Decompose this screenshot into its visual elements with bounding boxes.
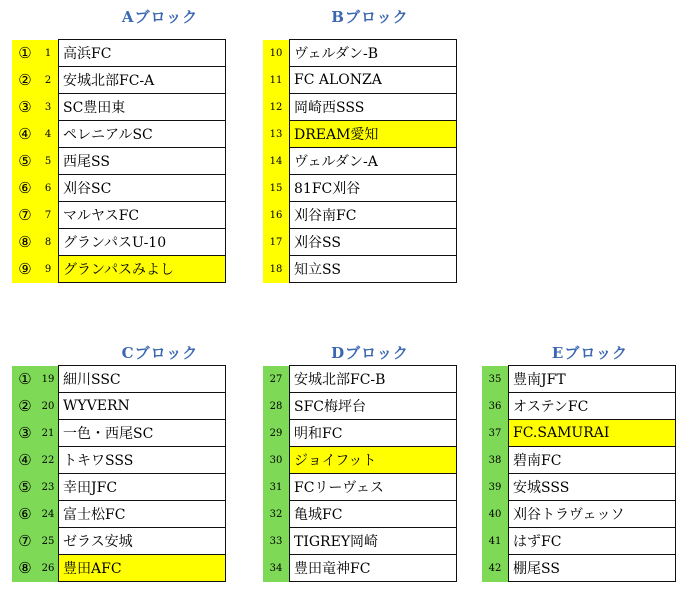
block-c	[0, 330, 250, 600]
team-row	[263, 175, 457, 202]
block-e-title: Eブロック	[551, 344, 629, 362]
team-name: WYVERN	[59, 393, 226, 420]
team-row	[263, 555, 457, 582]
team-number: 39	[482, 474, 509, 501]
position-mark: ⑧	[12, 229, 38, 256]
team-name: 幸田JFC	[59, 474, 226, 501]
block-c-title: Cブロック	[121, 344, 199, 362]
team-number: 28	[263, 393, 290, 420]
team-row	[263, 229, 457, 256]
team-number: 4	[38, 121, 59, 148]
team-number: 21	[38, 420, 59, 447]
team-number: 20	[38, 393, 59, 420]
team-row	[263, 121, 457, 148]
team-number: 33	[263, 528, 290, 555]
team-number: 34	[263, 555, 290, 582]
team-name-highlighted: グランパスみよし	[59, 256, 226, 283]
team-row	[263, 148, 457, 175]
team-name: ヴェルダン-A	[290, 148, 457, 175]
team-number: 36	[482, 393, 509, 420]
block-a-rows	[12, 40, 226, 283]
block-a	[0, 0, 250, 300]
team-name: 刈谷SC	[59, 175, 226, 202]
team-number: 30	[263, 447, 290, 474]
team-name-highlighted: 豊田AFC	[59, 555, 226, 582]
position-mark: ⑤	[12, 474, 38, 501]
team-number: 3	[38, 94, 59, 121]
position-mark: ③	[12, 420, 38, 447]
position-mark: ⑦	[12, 528, 38, 555]
team-row	[263, 202, 457, 229]
team-row	[263, 366, 457, 393]
block-d	[250, 330, 480, 600]
team-name: SC豊田東	[59, 94, 226, 121]
team-row	[482, 555, 676, 582]
team-number: 9	[38, 256, 59, 283]
team-row	[12, 202, 226, 229]
position-mark: ⑧	[12, 555, 38, 582]
team-row	[12, 393, 226, 420]
block-b-title: Bブロック	[331, 8, 409, 26]
team-number: 11	[263, 67, 290, 94]
team-number: 29	[263, 420, 290, 447]
position-mark: ④	[12, 447, 38, 474]
team-name: オステンFC	[509, 393, 676, 420]
position-mark: ⑤	[12, 148, 38, 175]
block-c-table	[12, 365, 226, 582]
position-mark: ⑥	[12, 501, 38, 528]
team-name: 棚尾SS	[509, 555, 676, 582]
team-number: 26	[38, 555, 59, 582]
team-row	[12, 40, 226, 67]
team-name: 亀城FC	[290, 501, 457, 528]
block-a-table	[12, 39, 226, 283]
team-row	[12, 420, 226, 447]
block-d-title: Dブロック	[331, 344, 409, 362]
team-number: 16	[263, 202, 290, 229]
team-row	[482, 420, 676, 447]
team-name: 刈谷トラヴェッソ	[509, 501, 676, 528]
block-e-table	[482, 365, 676, 582]
team-name: 細川SSC	[59, 366, 226, 393]
team-row	[12, 175, 226, 202]
team-number: 15	[263, 175, 290, 202]
team-name: 西尾SS	[59, 148, 226, 175]
team-name: ヴェルダン-B	[290, 40, 457, 67]
team-row	[482, 501, 676, 528]
block-b-rows	[263, 40, 457, 283]
team-name: トキワSSS	[59, 447, 226, 474]
team-row	[12, 148, 226, 175]
team-row	[482, 393, 676, 420]
team-number: 41	[482, 528, 509, 555]
team-number: 6	[38, 175, 59, 202]
team-row	[12, 528, 226, 555]
block-d-table	[263, 365, 457, 582]
team-name: 安城北部FC-B	[290, 366, 457, 393]
team-name: 富士松FC	[59, 501, 226, 528]
team-number: 25	[38, 528, 59, 555]
team-number: 24	[38, 501, 59, 528]
team-number: 13	[263, 121, 290, 148]
team-number: 40	[482, 501, 509, 528]
team-row	[12, 555, 226, 582]
team-row	[263, 393, 457, 420]
team-name-highlighted: FC.SAMURAI	[509, 420, 676, 447]
position-mark: ②	[12, 393, 38, 420]
team-number: 8	[38, 229, 59, 256]
team-name: 岡崎西SSS	[290, 94, 457, 121]
team-name: 一色・西尾SC	[59, 420, 226, 447]
team-name-highlighted: ジョイフット	[290, 447, 457, 474]
team-name: 碧南FC	[509, 447, 676, 474]
block-b-table	[263, 39, 457, 283]
position-mark: ⑥	[12, 175, 38, 202]
team-name: 安城SSS	[509, 474, 676, 501]
team-row	[12, 447, 226, 474]
team-name: TIGREY岡崎	[290, 528, 457, 555]
position-mark: ④	[12, 121, 38, 148]
team-row	[263, 67, 457, 94]
team-name: はずFC	[509, 528, 676, 555]
team-number: 37	[482, 420, 509, 447]
team-row	[482, 474, 676, 501]
team-row	[263, 501, 457, 528]
team-row	[263, 40, 457, 67]
position-mark: ①	[12, 366, 38, 393]
team-row	[482, 447, 676, 474]
team-name: 81FC刈谷	[290, 175, 457, 202]
position-mark: ①	[12, 40, 38, 67]
position-mark: ⑨	[12, 256, 38, 283]
team-name: 知立SS	[290, 256, 457, 283]
team-row	[263, 474, 457, 501]
team-row	[482, 528, 676, 555]
team-row	[263, 528, 457, 555]
team-name: SFC梅坪台	[290, 393, 457, 420]
team-row	[12, 94, 226, 121]
block-a-title: Aブロック	[121, 8, 199, 26]
team-number: 42	[482, 555, 509, 582]
team-number: 18	[263, 256, 290, 283]
block-c-rows	[12, 366, 226, 582]
team-number: 17	[263, 229, 290, 256]
team-row	[263, 420, 457, 447]
team-row	[12, 121, 226, 148]
team-name: 明和FC	[290, 420, 457, 447]
position-mark: ③	[12, 94, 38, 121]
team-row	[12, 474, 226, 501]
team-number: 5	[38, 148, 59, 175]
team-number: 27	[263, 366, 290, 393]
team-name: 刈谷南FC	[290, 202, 457, 229]
team-number: 10	[263, 40, 290, 67]
team-number: 22	[38, 447, 59, 474]
team-name-highlighted: DREAM愛知	[290, 121, 457, 148]
team-number: 32	[263, 501, 290, 528]
position-mark: ⑦	[12, 202, 38, 229]
team-name: 刈谷SS	[290, 229, 457, 256]
team-number: 14	[263, 148, 290, 175]
team-row	[263, 94, 457, 121]
team-name: FCリーヴェス	[290, 474, 457, 501]
team-number: 35	[482, 366, 509, 393]
team-name: グランパスU-10	[59, 229, 226, 256]
block-e-rows	[482, 366, 676, 582]
block-b	[250, 0, 480, 300]
team-name: FC ALONZA	[290, 67, 457, 94]
block-e	[470, 330, 694, 600]
team-number: 12	[263, 94, 290, 121]
team-number: 2	[38, 67, 59, 94]
team-name: 高浜FC	[59, 40, 226, 67]
team-name: マルヤスFC	[59, 202, 226, 229]
team-number: 1	[38, 40, 59, 67]
team-row	[12, 366, 226, 393]
team-number: 31	[263, 474, 290, 501]
position-mark: ②	[12, 67, 38, 94]
team-number: 23	[38, 474, 59, 501]
team-name: ゼラス安城	[59, 528, 226, 555]
team-name: ペレニアルSC	[59, 121, 226, 148]
team-row	[263, 447, 457, 474]
team-name: 安城北部FC-A	[59, 67, 226, 94]
team-name: 豊田竜神FC	[290, 555, 457, 582]
team-row	[263, 256, 457, 283]
team-row	[12, 256, 226, 283]
team-number: 38	[482, 447, 509, 474]
block-d-rows	[263, 366, 457, 582]
team-number: 7	[38, 202, 59, 229]
team-row	[12, 67, 226, 94]
team-row	[482, 366, 676, 393]
team-number: 19	[38, 366, 59, 393]
team-row	[12, 501, 226, 528]
team-name: 豊南JFT	[509, 366, 676, 393]
team-row	[12, 229, 226, 256]
